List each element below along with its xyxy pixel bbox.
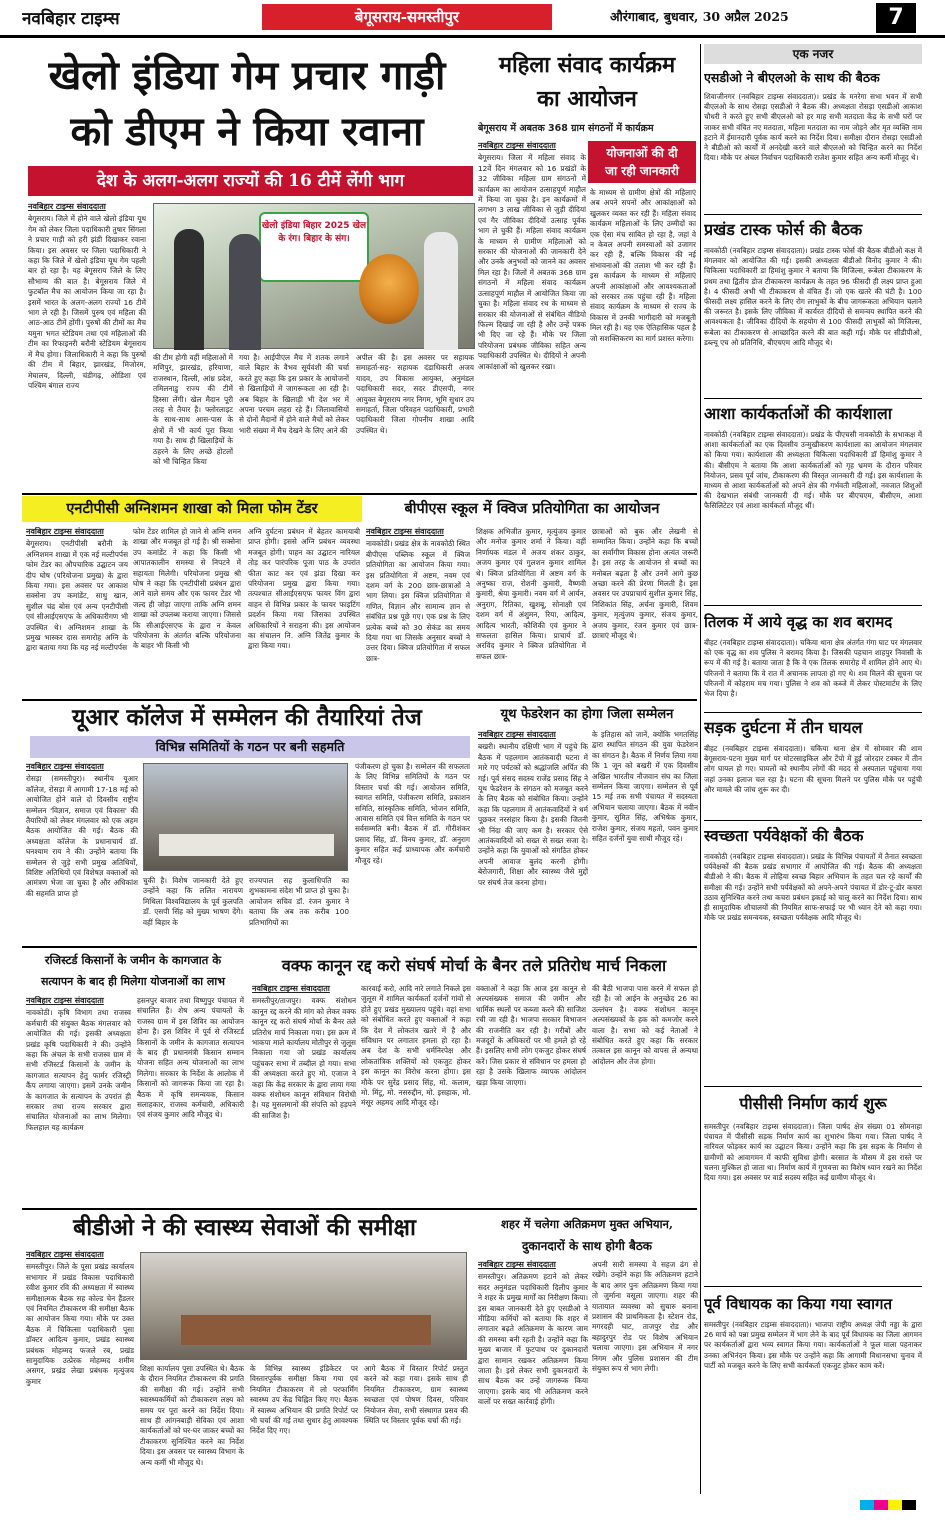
story9-column-4: आगे बैठक में विस्तार रिपोर्ट प्रस्तुत करने को कहा गया। इसके साथ ही नियमित टीकाकरण, ग्राम स्वास्थ्य स्वच्छता एवं पोषण दिवस, परिवार नियोजन सेवा, सभी संस्थागत प्रसव की स्थिति पर विस्तार पूर्वक चर्चा की गई। [364, 1364, 468, 1426]
story6-column-1: नवबिहार टाइम्स संवाददाता बखरी। स्थानीय दक्षिणी भाग में पहुंचे कि बैठक में पहलगाम आतंकवादी घटना में मारे गए पर्यटकों को श्रद्धांजलि अर्पित की गई। पूर्व संसद सदस्य राजेंद्र प्रसाद सिंह ने यूथ फेडरेशन के संगठन को मजबूत करने के लिए बैठक को संबोधित किया। उन्होंने कहा कि पहलगाम में आतंकवादियों ने धर्म पूछकर नरसंहार किया है। इसकी जितनी भी निंदा की जाए कम है। सरकार ऐसे आतंकवादियों को सख्त से सख्त सजा दे। उन्होंने कहा कि युवाओं को संगठित होकर अपनी आवाज बुलंद करनी होगी। बेरोजगारी, शिक्षा और स्वास्थ्य जैसे मुद्दों पर संघर्ष तेज करना होगा। [478, 730, 588, 887]
story3-column-3: अग्नि दुर्घटना प्रबंधन में बेहतर कामयाबी प्राप्त होगी। इससे अग्नि प्रबंधन व्यवस्था मजबूत होगी। पाहन का उद्घाटन नारियल तोड़ कर पारंपरिक पूजा पाठ के उपरांत फीता काट कर एवं झंडा दिखा कर परियोजना प्रमुख द्वारा किया गया। तत्पश्चात सीआईएसएफ फायर विंग द्वारा वाहन से विभिन्न प्रकार के फायर फाइटिंग प्रदर्शन किया गया जिसका उपस्थित अधिकारियों ने सराहना की। इस आयोजन का संचालन नि. अग्नि जितेंद्र कुमार के द्वारा किया गया। [248, 527, 360, 651]
brief3-headline: आशा कार्यकर्ताओं की कार्यशाला [704, 404, 892, 423]
story2-highlight-box [588, 141, 696, 183]
story3-headline: एनटीपीसी अग्निशमन शाखा को मिला फोम टेंडर [22, 496, 362, 522]
story3-column-1: नवबिहार टाइम्स संवाददाता बेगूसराय। एनटीपीसी बरौनी के अग्निशमन शाखा में एक नई मल्टीपर्पस फोम टेंडर का औपचारिक उद्घाटन जय दीप घोष (परियोजना प्रमुख) के द्वारा किया गया। इस अवसर पर आकाश सक्सेना उप कमांडेंट, साधु खान, सुशील चंद्र बोस एवं अन्य एनटीपीसी एवं सीआईएसएफ के अधिकारीगण भी उपस्थित थे। अग्निशमन शाखा के प्रमुख भास्कर दास समारोह अग्नि के द्वारा बताया गया कि यह नई मल्टीपर्पस [26, 527, 128, 653]
brief8-text: समस्तीपुर (नवबिहार टाइम्स संवाददाता)। भाजपा राष्ट्रीय अध्यक्ष जेपी नड्डा के द्वारा 26 मार्च को पन्ना प्रमुख सम्मेलन में भाग लेने के बाद पूर्व विधायक का जिला आगमन पर कार्यकर्ताओं द्वारा भव्य स्वागत किया गया। कार्यकर्ताओं ने फूल माला पहनाकर उनका अभिनंदन किया। इस मौके पर उन्होंने कहा कि आगामी विधानसभा चुनाव में पार्टी को मजबूत करने के लिए सभी कार्यकर्ता एकजुट होकर काम करें। [704, 1320, 922, 1370]
brief1-headline: एसडीओ ने बीएलओ के साथ की बैठक [704, 70, 880, 85]
story8-column-2: कारवाई करो, आदि नारे लगाते निकले इस जुलूस में शामिल कार्यकर्ता दर्जनों गांवों से होते हुए प्रखंड मुख्यालय पहुंचे। वहां सभा को संबोधित करते हुए वक्ताओं ने कहा कि देश में लोकतंत्र खतरे में है और संविधान पर लगातार हमला हो रहा है। अब देश के सभी धर्मनिरपेक्ष और लोकतांत्रिक शक्तियों को एकजुट होकर इस कानून का विरोध करना होगा। इस मौके पर सुरेंद्र प्रसाद सिंह, मो. कलाम, मो. मिंटू, मो. नसरुद्दीन, मो. इसहाक, मो. मंसूर अहमद आदि मौजूद रहे। [361, 984, 471, 1108]
story10-headline-2: दुकानदारों के साथ होगी बैठक [521, 1239, 653, 1253]
story1-column-3: गया है। आईपीएल मैच में शतक लगाने वाले बिहार के वैभव सूर्यवंशी की चर्चा करते हुए कहा कि इस प्रकार के आयोजनों से खिलाड़ियों में जागरूकता आ रही है। अब बिहार के खिलाड़ी भी देश भर में अपना परचम लहरा रहे हैं। जिलावासियों से दोनों मैदानों में होने वाले मैचों को लेकर भारी संख्या में मैच देखने के लिए आने की [239, 353, 349, 435]
story5-headline: यूआर कॉलेज में सम्मेलन की तैयारियां तेज [72, 704, 422, 731]
divider [22, 699, 697, 701]
dateline: औरंगाबाद, बुधवार, 30 अप्रैल 2025 [610, 9, 789, 24]
story2-headline-2: का आयोजन [537, 86, 637, 112]
story4-column-1: नवबिहार टाइम्स संवाददाता नावकोठी। प्रखंड क्षेत्र के नावकोठी स्थित बीपीएस पब्लिक स्कूल में क्विज प्रतियोगिता का आयोजन किया गया। इस प्रतियोगिता में अष्टम, नवम एवं दशम वर्ग के 200 छात्र-छात्राओं ने भाग लिया। इस क्विज प्रतियोगिता में गणित, विज्ञान और सामान्य ज्ञान से संबंधित प्रश्न पूछे गए। एक प्रश्न के लिए प्रत्येक बच्चे को 30 सेकंड का समय दिया गया था जिसके अनुसार बच्चों ने उत्तर दिया। क्विज प्रतियोगिता में सफल छात्र- [366, 527, 470, 663]
story8-column-1: नवबिहार टाइम्स संवाददाता समस्तीपुर/ताजपुर। वक्फ संशोधन कानून रद्द करने की मांग को लेकर वक्फ कानून रद्द करो संघर्ष मोर्चा के बैनर तले प्रतिरोध मार्च निकाला गया। इस क्रम में भाकपा माले कार्यालय मोतीपुर से जुलूस निकाला गया जो प्रखंड कार्यालय पहुंचकर सभा में तब्दील हो गया। सभा की अध्यक्षता करते हुए मो. एजाज ने कहा कि केंद्र सरकार के द्वारा लाया गया वक्फ संशोधन कानून संविधान विरोधी है। यह मुसलमानों की संपत्ति को हड़पने की साजिश है। [252, 984, 356, 1120]
story6-headline: यूथ फेडरेशन का होगा जिला सम्मेलन [500, 707, 674, 722]
khelo-india-banner: खेलो इंडिया बिहार 2025 खेल के रंग। बिहार के संग। [259, 212, 369, 282]
divider [704, 214, 922, 215]
story9-headline: बीडीओ ने की स्वास्थ्य सेवाओं की समीक्षा [73, 1214, 416, 1241]
story5-subheadline: विभिन्न समितियों के गठन पर बनी सहमति [30, 736, 470, 758]
story2-highlight-2: जा रही जानकारी [605, 164, 679, 178]
story5-column-2: चुकी है। विशेष जानकारी देते हुए उन्होंने कहा कि ललित नारायण मिथिला विश्वविद्यालय के पूर्व कुलपति डॉ. एसपी सिंह को मुख्य भाषण देंगे। वहीं बिहार के [143, 876, 243, 927]
story5-photo [143, 763, 348, 871]
story1-subheadline: देश के अलग-अलग राज्यों की 16 टीमें लेंगी भाग [28, 166, 473, 196]
story7-column-1: नवबिहार टाइम्स संवाददाता नावकोठी। कृषि विभाग तथा राजस्व कर्मचारी की संयुक्त बैठक मंगलवार को आयोजित की गई। इसकी अध्यक्षता प्रखंड कृषि पदाधिकारी ने की। उन्होंने कहा कि अंचल के सभी राजस्व ग्राम में सभी रजिस्टर्ड किसानों के जमीन के कागजात सत्यापन हेतु फार्मर रजिस्ट्री कैंप लगाया जाएगा। इसमें उनके जमीन के कागजात के सत्यापन के उपरांत ही सरकार तथा राज्य सरकार द्वारा संचालित योजनाओं का लाभ मिलेगा। फिलहाल यह कार्यक्रम [26, 996, 131, 1132]
brief6-text: नावकोठी (नवबिहार टाइम्स संवाददाता)। प्रखंड के विभिन्न पंचायतों में तैनात स्वच्छता पर्यवेक्षकों की बैठक प्रखंड सभागार में आयोजित की गई। बैठक की अध्यक्षता बीडीओ ने की। बैठक में लोहिया स्वच्छ बिहार अभियान के तहत चल रहे कार्यों की समीक्षा की गई। उन्होंने सभी पर्यवेक्षकों को अपने-अपने पंचायत में डोर-टू-डोर कचरा उठाव सुनिश्चित करने तथा कचरा प्रबंधन इकाई को चालू करने का निर्देश दिया। साथ ही सामुदायिक शौचालयों की नियमित साफ-सफाई पर भी ध्यान देने को कहा गया। मौके पर प्रखंड समन्वयक, स्वच्छता पर्यवेक्षक आदि मौजूद थे। [704, 852, 922, 923]
story8-headline: वक्फ कानून रद्द करो संघर्ष मोर्चा के बैनर तले प्रतिरोध मार्च निकला [281, 956, 667, 975]
story1-headline-1: खेलो इंडिया गेम प्रचार गाड़ी [48, 52, 446, 99]
divider [22, 493, 697, 495]
brief4-headline: तिलक में आये वृद्ध का शव बरामद [704, 613, 893, 631]
mascot-lion [359, 254, 419, 324]
story8-column-4: की बैठी भाजपा पास करने में सफल हो रही है। जो आईन के अनुच्छेद 26 का उल्लंघन है। वक्फ संशोधन कानून अल्पसंख्यकों के हक को कमजोर करने वाला है। सभा को कई नेताओं ने संबोधित करते हुए कहा कि सरकार तत्काल इस कानून को वापस ले अन्यथा आंदोलन और तेज होगा। [592, 984, 698, 1066]
story9-column-1: नवबिहार टाइम्स संवाददाता समस्तीपुर। जिले के पूसा प्रखंड कार्यालय सभागार में प्रखंड विकास पदाधिकारी रवीश कुमार रवि की अध्यक्षता में स्वास्थ्य समीक्षात्मक बैठक सह कोल्ड चेन हैंडलर एवं नियमित टीकाकरण की समीक्षा बैठक का आयोजन किया गया। मौके पर उक्त बैठक में चिकित्सा पदाधिकारी पूसा डॉक्टर आदित्य कुमार, प्रखंड स्वास्थ्य प्रबंधक मोहम्मद फजले रब, प्रखंड सामुदायिक उत्प्रेरक मोहम्मद शमीम असगर, प्रखंड लेखा प्रबंधक मृत्युंजय कुमार [26, 1250, 134, 1386]
story2-subheadline: बेगूसराय में अबतक 368 ग्राम संगठनों में कार्यक्रम [478, 123, 654, 134]
ek-nazar-header: एक नजर [704, 44, 922, 64]
brief5-headline: सड़क दुर्घटना में तीन घायल [704, 718, 863, 737]
story1-photo [153, 203, 475, 349]
masthead [0, 0, 945, 38]
story5-column-4: पंजीकरण हो चुका है। सम्मेलन की सफलता के लिए विभिन्न समितियों के गठन पर विस्तार चर्चा की गई। आयोजन समिति, स्वागत समिति, पंजीकरण समिति, प्रकाशन समिति, सांस्कृतिक समिति, भोजन समिति, आवास समिति एवं वित्त समिति के गठन पर सर्वसम्मति बनी। बैठक में डॉ. गौरीशंकर प्रसाद सिंह, डॉ. विनय कुमार, डॉ. अनुराग कुमार सहित कई प्राध्यापक और कर्मचारी मौजूद रहे। [355, 762, 470, 865]
story7-column-2: हसनपुर बाजार तथा विष्णुपुर पंचायत में संचालित है। शेष अन्य पंचायतों के राजस्व ग्राम में इस शिविर का आयोजन होना है। इस शिविर में पूर्व से रजिस्टर्ड किसानों के जमीन के कागजात सत्यापन के बाद ही प्रधानमंत्री किसान सम्मान योजना सहित अन्य योजनाओं का लाभ मिलेगा। सरकार के निर्देश के आलोक में किसानों को जागरूक किया जा रहा है। बैठक में कृषि समन्वयक, किसान सलाहकार, राजस्व कर्मचारी, अधिकारी एवं संजय कुमार आदि मौजूद थे। [137, 996, 244, 1120]
story1-column-4: अपील की है। इस अवसर पर सहायक समाहर्ता-सह- सहायक दंडाधिकारी अजय यादव, उप विकास आयुक्त, अनुमंडल पदाधिकारी सदर, सदर डीएसपी, नगर आयुक्त बेगूसराय नगर निगम, भूमि सुधार उप समाहर्ता, जिला परिवहन पदाधिकारी, प्रभारी पदाधिकारी जिला गोपनीय शाखा आदि उपस्थित थे। [356, 353, 474, 435]
brief7-text: समस्तीपुर (नवबिहार टाइम्स संवाददाता)। जिला पार्षद क्षेत्र संख्या 01 सोमनाहा पंचायत में पीसीसी सड़क निर्माण कार्य का शुभारंभ किया गया। जिला पार्षद ने नारियल फोड़कर कार्य का उद्घाटन किया। उन्होंने कहा कि इस सड़क के निर्माण से ग्रामीणों को आवागमन में काफी सुविधा होगी। बरसात के मौसम में इस रास्ते पर चलना मुश्किल हो जाता था। निर्माण कार्य में गुणवत्ता का विशेष ध्यान रखने का निर्देश दिया गया। इस अवसर पर वार्ड सदस्य सहित कई ग्रामीण मौजूद थे। [704, 1122, 922, 1183]
story5-column-1: नवबिहार टाइम्स संवाददाता रोसड़ा (समस्तीपुर)। स्थानीय यूआर कॉलेज, रोसड़ा में आगामी 17-18 मई को आयोजित होने वाले दो दिवसीय राष्ट्रीय सम्मेलन 'विज्ञान, समाज एवं विकास' की तैयारियों को लेकर मंगलवार को एक अहम बैठक आयोजित की गई। बैठक की अध्यक्षता कॉलेज के प्रधानाचार्य डॉ. घनश्याम राय ने की। उन्होंने बताया कि सम्मेलन से जुड़े सभी प्रमुख अतिथियों, विशिष्ट अतिथियों एवं विशेषज्ञ वक्ताओं को आमंत्रण भेजा जा चुका है और अधिकांश की सहमति प्राप्त हो [26, 762, 138, 898]
divider [704, 398, 922, 399]
divider [704, 605, 922, 606]
story7-headline-1: रजिस्टर्ड किसानों के जमीन के कागजात के [44, 953, 222, 967]
brief2-headline: प्रखंड टास्क फोर्स की बैठक [704, 220, 863, 239]
story2-headline-1: महिला संवाद कार्यक्रम [498, 52, 676, 78]
person-1 [174, 229, 204, 350]
divider [704, 1086, 922, 1087]
person-2 [229, 234, 261, 350]
story9-column-3: के विभिन्न स्वास्थ्य इंडिकेटर पर विस्तारपूर्वक समीक्षा किया गया एवं नियमित टीकाकरण में लो परफार्मिंग स्वास्थ्य उप केंद्र चिह्नित किए गए। बैठक में स्वास्थ्य अभियान की प्रगति रिपोर्ट पर भी चर्चा की गई तथा सुधार हेतु आवश्यक निर्देश दिए गए। [250, 1364, 358, 1436]
brief8-headline: पूर्व विधायक का किया गया स्वागत [704, 1295, 893, 1313]
story2-column-2: के माध्यम से ग्रामीण क्षेत्रों की महिलाएं अब अपने सपनों और आकांक्षाओं को खुलकर व्यक्त कर रही हैं। महिला संवाद कार्यक्रम महिलाओं के लिए उम्मीदों का एक ऐसा मंच साबित हो रहा है, जहां वे न केवल अपनी समस्याओं को उजागर कर रही हैं, बल्कि विकास की नई संभावनाओं की तलाश भी कर रही हैं। इस कार्यक्रम के माध्यम से महिलाएं अपनी आकांक्षाओं और आवश्यकताओं को सरकार तक पहुंचा रही हैं। महिला संवाद कार्यक्रम के माध्यम से राज्य के विकास में उनकी भागीदारी को मजबूती मिल रही है। यह एक ऐतिहासिक पहल है जो सशक्तिकरण का मार्ग प्रशस्त करेगा। [590, 188, 696, 343]
brief5-text: बीहट (नवबिहार टाइम्स संवाददाता)। चकिया थाना क्षेत्र में सोमवार की शाम बेगूसराय-पटना मुख्य मार्ग पर मोटरसाइकिल और टेंपो में हुई जोरदार टक्कर में तीन लोग घायल हो गए। घायलों को स्थानीय लोगों की मदद से अस्पताल पहुंचाया गया जहां उनका इलाज चल रहा है। घटना की सूचना मिलने पर पुलिस मौके पर पहुंची और मामले की जांच शुरू कर दी। [704, 744, 922, 794]
story1-column-2: की टीम होगी वहीं महिलाओं में मणिपुर, झारखंड, हरियाणा, राजस्थान, दिल्ली, आंध्र प्रदेश, तमिलनाडु राज्य की टीमें हिस्सा लेंगी। खेल मैदान पूरी तरह से तैयार है। फ्लोरलाइट के साथ-साथ आस-पास के क्षेत्रों में भी कार्य पूरा किया गया है। साथ ही खिलाड़ियों के ठहरने के लिए अच्छे होटलों को भी चिन्हित किया [153, 353, 233, 467]
brief4-text: बीहट (नवबिहार टाइम्स संवाददाता)। चकिया थाना क्षेत्र अंतर्गत गंगा घाट पर मंगलवार को एक वृद्ध का शव पुलिस ने बरामद किया है। जिसकी पहचान शाहपुर निवासी के रूप में की गई है। बताया जाता है कि वे एक तिलक समारोह में शामिल होने आए थे। परिजनों ने बताया कि वे रात में अचानक लापता हो गए थे। शव मिलने की सूचना पर परिजनों में कोहराम मच गया। पुलिस ने शव को कब्जे में लेकर पोस्टमार्टम के लिए भेज दिया है। [704, 638, 922, 699]
meeting-table [159, 834, 334, 856]
divider [22, 946, 697, 948]
brief7-headline: पीसीसी निर्माण कार्य शुरू [739, 1094, 887, 1113]
paper-name: नवबिहार टाइम्स [22, 9, 120, 29]
story9-column-2: शिक्षा कार्यालय पूसा उपस्थित थे। बैठक के दौरान नियमित टीकाकरण की प्रगति की समीक्षा की गई। उन्होंने सभी स्वास्थ्यकर्मियों को टीकाकरण लक्ष्य को समय पर पूरा करने का निर्देश दिया। साथ ही आंगनबाड़ी सेविका एवं आशा कार्यकर्ताओं को घर-घर जाकर बच्चों का टीकाकरण सुनिश्चित करने का निर्देश दिया। इस अवसर पर स्वास्थ्य विभाग के अन्य कर्मी भी मौजूद थे। [140, 1364, 244, 1467]
brief3-text: नावकोठी (नवबिहार टाइम्स संवाददाता)। प्रखंड के पीएचसी नावकोठी के सभाकक्ष में आशा कार्यकर्ताओं का एक दिवसीय उन्मुखीकरण कार्यशाला का आयोजन मंगलवार को किया गया। कार्यशाला की अध्यक्षता चिकित्सा पदाधिकारी डॉ हिमांशु कुमार ने की। बीसीएम ने बताया कि आशा कार्यकर्ताओं को गृह भ्रमण के दौरान परिवार नियोजन, प्रसव पूर्व जांच, टीकाकरण की विस्तृत जानकारी दी गई। इस कार्यशाला के माध्यम से आशा कार्यकर्ताओं को अपने क्षेत्र की गर्भवती महिलाओं, नवजात शिशुओं की देखभाल संबंधी जानकारी दी गई। मौके पर बीएचएम, बीसीएम, आशा फैसिलिटेटर एवं आशा कार्यकर्ता मौजूद थीं। [704, 430, 922, 511]
story6-column-2: के इतिहास को जानें, क्योंकि भगतसिंह द्वारा स्थापित संगठन की युवा फेडरेशन का संगठन है। बैठक में निर्णय लिया गया कि 1 जून को बखरी में एक दिवसीय अखिल भारतीय नौजवान संघ का जिला सम्मेलन किया जाएगा। सम्मेलन से पूर्व 15 मई तक सभी पंचायत में सदस्यता अभियान चलाया जाएगा। बैठक में नवीन कुमार, सुमित सिंह, अभिषेक कुमार, राजेश कुमार, संजय महतो, पवन कुमार सहित दर्जनों युवा साथी मौजूद रहे। [592, 730, 698, 844]
story8-column-3: वक्ताओं ने कहा कि आज इस कानून से अल्पसंख्यक समाज की जमीन और धार्मिक स्थलों पर कब्जा करने की साजिश रची जा रही है। भाजपा सरकार विभाजन की राजनीति कर रही है। गरीबों और मजदूरों के अधिकारों पर भी हमले हो रहे हैं। इसलिए सभी लोग एकजुट होकर संघर्ष करें। जिस प्रकार से संविधान पर हमला हो रहा है उसके खिलाफ व्यापक आंदोलन खड़ा किया जाएगा। [476, 984, 586, 1087]
divider [704, 1286, 922, 1287]
story2-column-1: नवबिहार टाइम्स संवाददाता बेगूसराय। जिला में महिला संवाद के 12वें दिन मंगलवार को 16 प्रखंडों के 32 जीविका महिला ग्राम संगठनों में कार्यक्रम का आयोजन उत्साहपूर्ण माहौल में किया जा चुका है। इन कार्यक्रमों में लगभग 3 लाख जीविका से जुड़ी दीदियां एवं गैर जीविका दीदियों उत्साह पूर्वक भाग ले चुकी हैं। महिला संवाद कार्यक्रम के माध्यम से ग्रामीण महिलाओं को सरकार की योजनाओं की जानकारी देने और उनके अनुभवों को जानने का अवसर मिल रहा है। जिलों में अबतक 368 ग्राम संगठनों में महिला संवाद कार्यक्रम उत्साहपूर्ण माहौल में आयोजित किया जा चुका है। महिला संवाद रथ के माध्यम से सरकार की योजनाओं से संबंधित वीडियो फिल्म दिखाई जा रही है और उन्हें पत्रक भी दिए जा रहे हैं। मौके पर जिला परियोजना प्रबंधक जीविका सहित अन्य पदाधिकारी उपस्थित थे। दीदियों ने अपनी आकांक्षाओं को खुलकर रखा। [478, 141, 586, 371]
story1-column-1: नवबिहार टाइम्स संवाददाता बेगूसराय। जिले में होने वाले खेलो इंडिया यूथ गेम को लेकर जिला पदाधिकारी तुषार सिंगला ने प्रचार गाड़ी को हरी झंडी दिखाकर रवाना किया। इस अवसर पर जिला पदाधिकारी ने कहा कि जिले में खेलो इंडिया यूथ गेम पहली बार हो रहा है। यह बेगूसराय जिले के लिए सौभाग्य की बात है। बेगूसराय जिले में फुटबॉल मैच का आयोजन किया जा रहा है। इसमें भारत के अलग-अलग राज्यों 16 टीमें भाग ले रही है। जिसमें पुरुष एवं महिला की आठ-आठ टीमें होंगी। पुरुषों की टीमों का मैच यमुना भगत स्टेडियम तथा एवं महिलाओं की टीम का रिफाइनरी बरौनी स्टेडियम बेगूसराय में मैच होगा। जिलाधिकारी ने कहा कि पुरुषों की टीम में बिहार, झारखंड, मिजोरम, मेघालय, दिल्ली, चंडीगढ़, ओडिशा एवं पश्चिम बंगाल राज्य [28, 202, 146, 390]
story2-highlight-1: योजनाओं की दी [606, 146, 678, 160]
story4-headline: बीपीएस स्कूल में क्विज प्रतियोगिता का आयोजन [404, 500, 660, 517]
story10-headline-1: शहर में चलेगा अतिक्रमण मुक्त अभियान, [501, 1217, 673, 1231]
brief6-headline: स्वच्छता पर्यवेक्षकों की बैठक [704, 826, 864, 845]
story7-headline-2: सत्यापन के बाद ही मिलेगा योजनाओं का लाभ [41, 975, 225, 988]
story9-photo [140, 1252, 467, 1360]
divider [704, 820, 922, 821]
divider [704, 712, 922, 713]
review-table [181, 1315, 431, 1345]
story4-column-3: छात्राओं को बुक और लेखनी से सम्मानित किया। उन्होंने कहा कि बच्चों का सर्वांगीण विकास होना अत्यंत जरूरी है। इस तरह के आयोजन से बच्चों का मनोबल बढ़ता है और उनमें आगे कुछ अच्छा करने की प्रेरणा मिलती है। इस अवसर पर उपप्राचार्य सुशील कुमार सिंह, निशिकांत सिंह, अर्चना कुमारी, शिवम कुमार, मृत्युंजय कुमार, संजय कुमार, अजय कुमार, रंजन कुमार एवं छात्र-छात्राएं मौजूद थे। [592, 527, 698, 641]
divider [22, 1208, 697, 1210]
brief1-text: शिवाजीनगर (नवबिहार टाइम्स संवाददाता)। प्रखंड के मनरेगा सभा भवन में सभी बीएलओ के साथ रोसड़ा एसडीओ ने बैठक की। अध्यक्षता रोसड़ा एसडीओ आकाश चौधरी ने करते हुए सभी बीएलओ को हर माह सभी मतदाता केंद्र के सभी घरों पर जाकर सभी वंचित नए मतदाता, महिला मतदाता का नाम जोड़ने और मृत व्यक्ति नाम हटाने में ईमानदारी पूर्वक कार्य करने का निर्देश दिया। समीक्षा दौरान रोसड़ा एसडीओ ने बीडीओ को कार्यों में अनदेखी करने वाले बीएलओ को चिन्हित करने का निर्देश दिया। मौके पर अंचल निर्वाचन पदाधिकारी राजेश कुमार सहित अन्य कर्मी मौजूद थे। [704, 92, 922, 163]
person-3 [424, 232, 458, 350]
story5-column-3: राज्यपाल सह कुलाधिपति का शुभकामना संदेश भी प्राप्त हो चुका है। आयोजन सचिव डॉ. रंजन कुमार ने बताया कि अब तक करीब 100 प्रतिभागियों का [249, 876, 349, 927]
story3-column-2: फोम टेंडर शामिल हो जाने से अग्नि शमन शाखा और मजबूत हो गई है। श्री सक्सेना उप कमांडेंट ने कहा कि किसी भी आपातकालीन समस्या से निपटने में सहायता मिलेगी। परियोजना प्रमुख श्री घोष ने कहा कि एनटीपीसी प्रबंधन द्वारा आने वाले समय और एक फायर टेंडर भी जल्द ही जोड़ा जाएगा ताकि अग्नि शमन शाखा को उपलब्ध कराया जाएगा। जिससे कि सीआईएसएफ के द्वारा न केवल परियोजना के अंतर्गत बल्कि परियोजना के बाहर भी किसी भी [133, 527, 241, 651]
story4-column-2: शिक्षक अभिजीत कुमार, मृत्युंजय कुमार और मनोज कुमार शर्मा ने किया। वहीं निर्णायक मंडल में अजय शंकर ठाकुर, अजय कुमार एवं गुलशन कुमार शामिल थे। क्विज प्रतियोगिता में अष्टम वर्ग के अनुष्का राज, रोशनी कुमारी, वैष्णवी कुमारी, श्रेया कुमारी। नवम वर्ग में आर्यन, अनुराग, रितिका, खुशबू, सोनाक्षी एवं दशम वर्ग में अंशुमन, रिया, आदित्य, आदित्य भारती, कौशिकी एवं कुमार ने सफलता हासिल किया। प्राचार्य डॉ. अरविंद कुमार ने क्विज प्रतियोगिता में सफल छात्र- [476, 527, 586, 661]
story10-column-2: अपनी सारी समस्या वे सहज ढंग से रखेंगे। उन्होंने कहा कि अतिक्रमण हटाने के बाद अगर पुनः अतिक्रमण किया गया तो जुर्माना वसूला जाएगा। शहर की यातायात व्यवस्था को सुचारु बनाना प्रशासन की प्राथमिकता है। स्टेशन रोड, मगरदही घाट, ताजपुर रोड और बहादुरपुर रोड पर विशेष अभियान चलाया जाएगा। इस अभियान में नगर निगम और पुलिस प्रशासन की टीम संयुक्त रूप से भाग लेगी। [592, 1260, 698, 1374]
page-number: 7 [876, 3, 916, 33]
edition-label: बेगूसराय-समस्तीपुर [262, 4, 552, 30]
brief2-text: नावकोठी (नवबिहार टाइम्स संवाददाता)। प्रखंड टास्क फोर्स की बैठक बीडीओ कक्ष में मंगलवार को आयोजित की गई। इसकी अध्यक्षता बीडीओ विनोद कुमार ने की। चिकित्सा पदाधिकारी डा हिमांशु कुमार ने बताया कि मिजिल्स, रूबेला टीकाकरण के प्रथम तथा द्वितीय डोज टीकाकरण कार्यक्रम के तहत 96 फीसदी ही लक्ष्य प्राप्त हुआ है। 4 फीसदी अभी भी टीकाकरण से वंचित हैं। जो एक खतरे की घंटी है। 100 फीसदी लक्ष्य हासिल करने के लिए रोग लाभुकों के बीच जागरूकता अभियान चलाने की जरूरत है। इसके लिए जीविका में कार्यरत दीदियों से समन्वय स्थापित करने की आवश्यकता है। जीविका दीदियों के सहयोग से 100 फीसदी लाभुकों को मिजिल्स, रूबेला का टीकाकरण से आच्छादित करने की बात कही गई। मौके पर सीडीपीओ, डब्ल्यू एच ओ प्रतिनिधि, बीएचएम आदि मौजूद थे। [704, 246, 922, 347]
print-registration-marks [860, 1500, 916, 1510]
column-divider [700, 44, 701, 1494]
story1-headline-2: को डीएम ने किया रवाना [70, 108, 424, 155]
story10-column-1: नवबिहार टाइम्स संवाददाता समस्तीपुर। अतिक्रमण हटाने को लेकर सदर अनुमंडल पदाधिकारी दिलीप कुमार ने शहर के प्रमुख मार्गों का निरीक्षण किया। इस बाबत जानकारी देते हुए एसडीओ ने मीडिया कर्मियों को बताया कि शहर में लगातार बढ़ते अतिक्रमण के कारण जाम की समस्या बनी रहती है। उन्होंने कहा कि मुख्य बाजार में फुटपाथ पर दुकानदारों द्वारा सामान रखकर अतिक्रमण किया जाता है। इसे लेकर सभी दुकानदारों के साथ बैठक कर उन्हें जागरूक किया जाएगा। इसके बाद भी अतिक्रमण करने वालों पर सख्त कार्रवाई होगी। [478, 1260, 588, 1407]
